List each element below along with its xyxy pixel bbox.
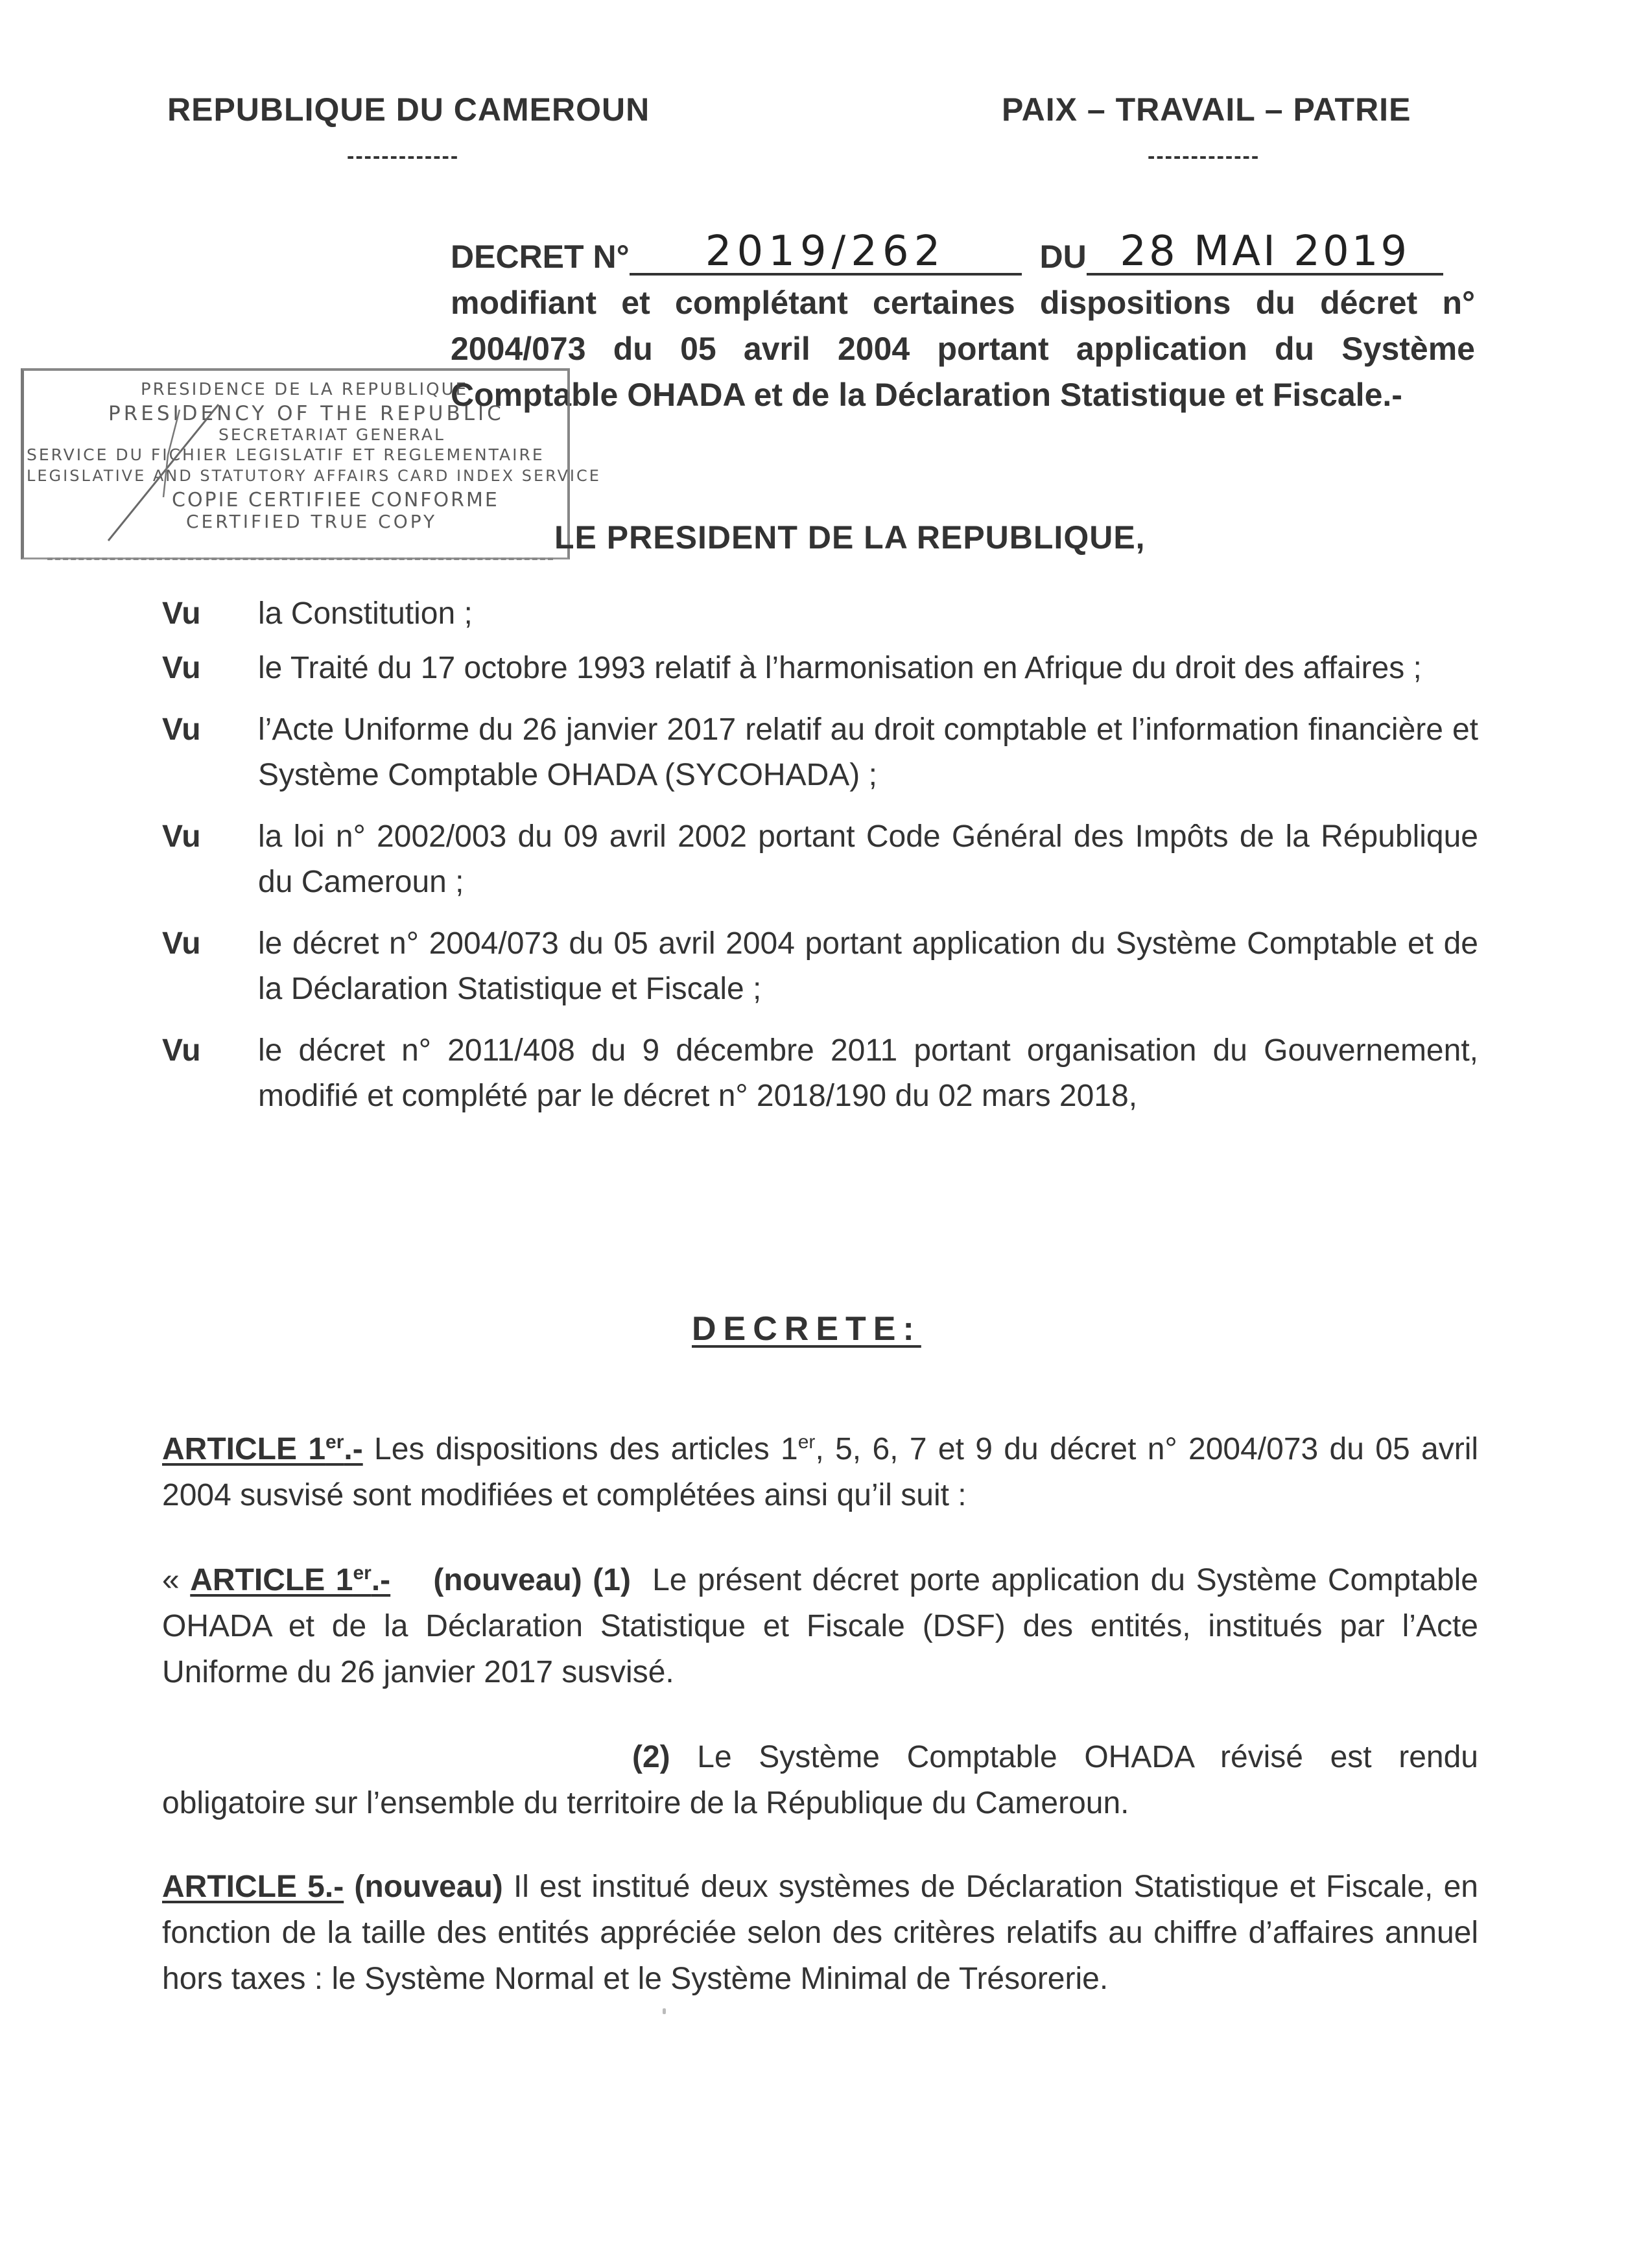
stamp-line: COPIE CERTIFIEE CONFORME (172, 489, 499, 511)
article-marker: (nouveau) (1) (433, 1563, 631, 1597)
list-item (162, 707, 1478, 798)
stamp-line: LEGISLATIVE AND STATUTORY AFFAIRS CARD INDEX SERVICE (27, 467, 601, 485)
article-marker: (nouveau) (354, 1870, 503, 1904)
decrete-heading: DECRETE: (692, 1310, 921, 1348)
considerations-list (162, 591, 1478, 1119)
president-heading: LE PRESIDENT DE LA REPUBLIQUE, (554, 519, 1146, 556)
list-item (162, 646, 1478, 691)
article-1-paragraph-2 (162, 1734, 1478, 1826)
list-item (162, 591, 1478, 637)
article-title: ARTICLE 1er.- (190, 1562, 391, 1597)
country-heading: REPUBLIQUE DU CAMEROUN (167, 91, 650, 128)
list-item (162, 814, 1478, 905)
decree-subject: modifiant et complétant certaines dispositions du décret n° 2004/073 du 05 avril 2004 portant application du Système Comptable OHADA et de la Déclaration Statistique et Fiscale.- (451, 285, 1475, 413)
stamp-line: PRESIDENCE DE LA REPUBLIQUE (141, 380, 469, 399)
article-text: Il est institué deux systèmes de Déclaration Statistique et Fiscale, en fonction de la taille des entités appréciée selon des critères relatifs au chiffre d’affaires annuel hors taxes : le Système Normal et le Système Minimal de Trésorerie. (162, 1870, 1478, 1996)
vu-text: le décret n° 2011/408 du 9 décembre 2011 portant organisation du Gouvernement, modifié et complété par le décret n° 2018/190 du 02 mars 2018, (258, 1033, 1478, 1113)
certified-copy-stamp (21, 368, 601, 559)
article-marker: (2) (632, 1740, 670, 1774)
vu-label: Vu (162, 819, 201, 854)
article-title: ARTICLE 5.- (162, 1870, 344, 1904)
decree-label: DECRET N° (451, 239, 630, 275)
vu-label: Vu (162, 651, 201, 685)
motto-heading: PAIX – TRAVAIL – PATRIE (1002, 91, 1411, 128)
article-text: Le présent décret porte application du Système Comptable OHADA et de la Déclaration Statistique et Fiscale (DSF) des entités, institués par l’Acte Uniforme du 26 janvier 2017 susvisé. (162, 1563, 1478, 1689)
vu-label: Vu (162, 926, 201, 961)
stamp-line: SERVICE DU FICHIER LEGISLATIF ET REGLEMENTAIRE (27, 445, 545, 464)
article-5 (162, 1864, 1478, 2002)
article-1: ARTICLE 1er.- Les dispositions des articles 1er, 5, 6, 7 et 9 du décret n° 2004/073 du 05 avril 2004 susvisé sont modifiées et complétées ainsi qu’il suit : (162, 1431, 1479, 1512)
stamp-dashed-rule (47, 558, 553, 560)
heading-separator-right: ------------- (1148, 144, 1260, 169)
decree-date: 28 MAI 2019 (1087, 230, 1443, 276)
heading-separator-left: ------------- (347, 144, 460, 169)
vu-text: la loi n° 2002/003 du 09 avril 2002 portant Code Général des Impôts de la République du Cameroun ; (258, 819, 1478, 899)
vu-text: le Traité du 17 octobre 1993 relatif à l’harmonisation en Afrique du droit des affaires ; (258, 651, 1422, 685)
vu-label: Vu (162, 596, 201, 631)
vu-label: Vu (162, 712, 201, 747)
stamp-line: PRESIDENCY OF THE REPUBLIC (108, 402, 504, 425)
stamp-line: SECRETARIAT GENERAL (218, 425, 445, 444)
vu-text: la Constitution ; (258, 596, 473, 631)
vu-text: le décret n° 2004/073 du 05 avril 2004 portant application du Système Comptable et de la Déclaration Statistique et Fiscale ; (258, 926, 1478, 1006)
scan-speck (663, 2008, 666, 2014)
decree-number: 2019/262 (630, 230, 1022, 276)
article-title: ARTICLE 1er.- (162, 1431, 363, 1466)
vu-text: l’Acte Uniforme du 26 janvier 2017 relatif au droit comptable et l’information financière et Système Comptable OHADA (SYCOHADA) ; (258, 712, 1478, 792)
list-item (162, 921, 1478, 1012)
list-item (162, 1028, 1478, 1119)
article-text: Le Système Comptable OHADA révisé est rendu obligatoire sur l’ensemble du territoire de la République du Cameroun. (162, 1740, 1479, 1820)
vu-label: Vu (162, 1033, 201, 1068)
decree-date-label: DU (1039, 239, 1087, 275)
stamp-line: CERTIFIED TRUE COPY (186, 511, 438, 532)
decree-number-line (451, 230, 1443, 276)
stamp-signature-stroke-icon (24, 371, 567, 558)
article-1-new: « ARTICLE 1er.- (nouveau) (1) Le présent décret porte application du Système Comptable OHADA et de la Déclaration Statistique et Fiscale (DSF) des entités, institués par l’Acte Uniforme du 26 janvier 2017 susvisé. (162, 1562, 1478, 1689)
